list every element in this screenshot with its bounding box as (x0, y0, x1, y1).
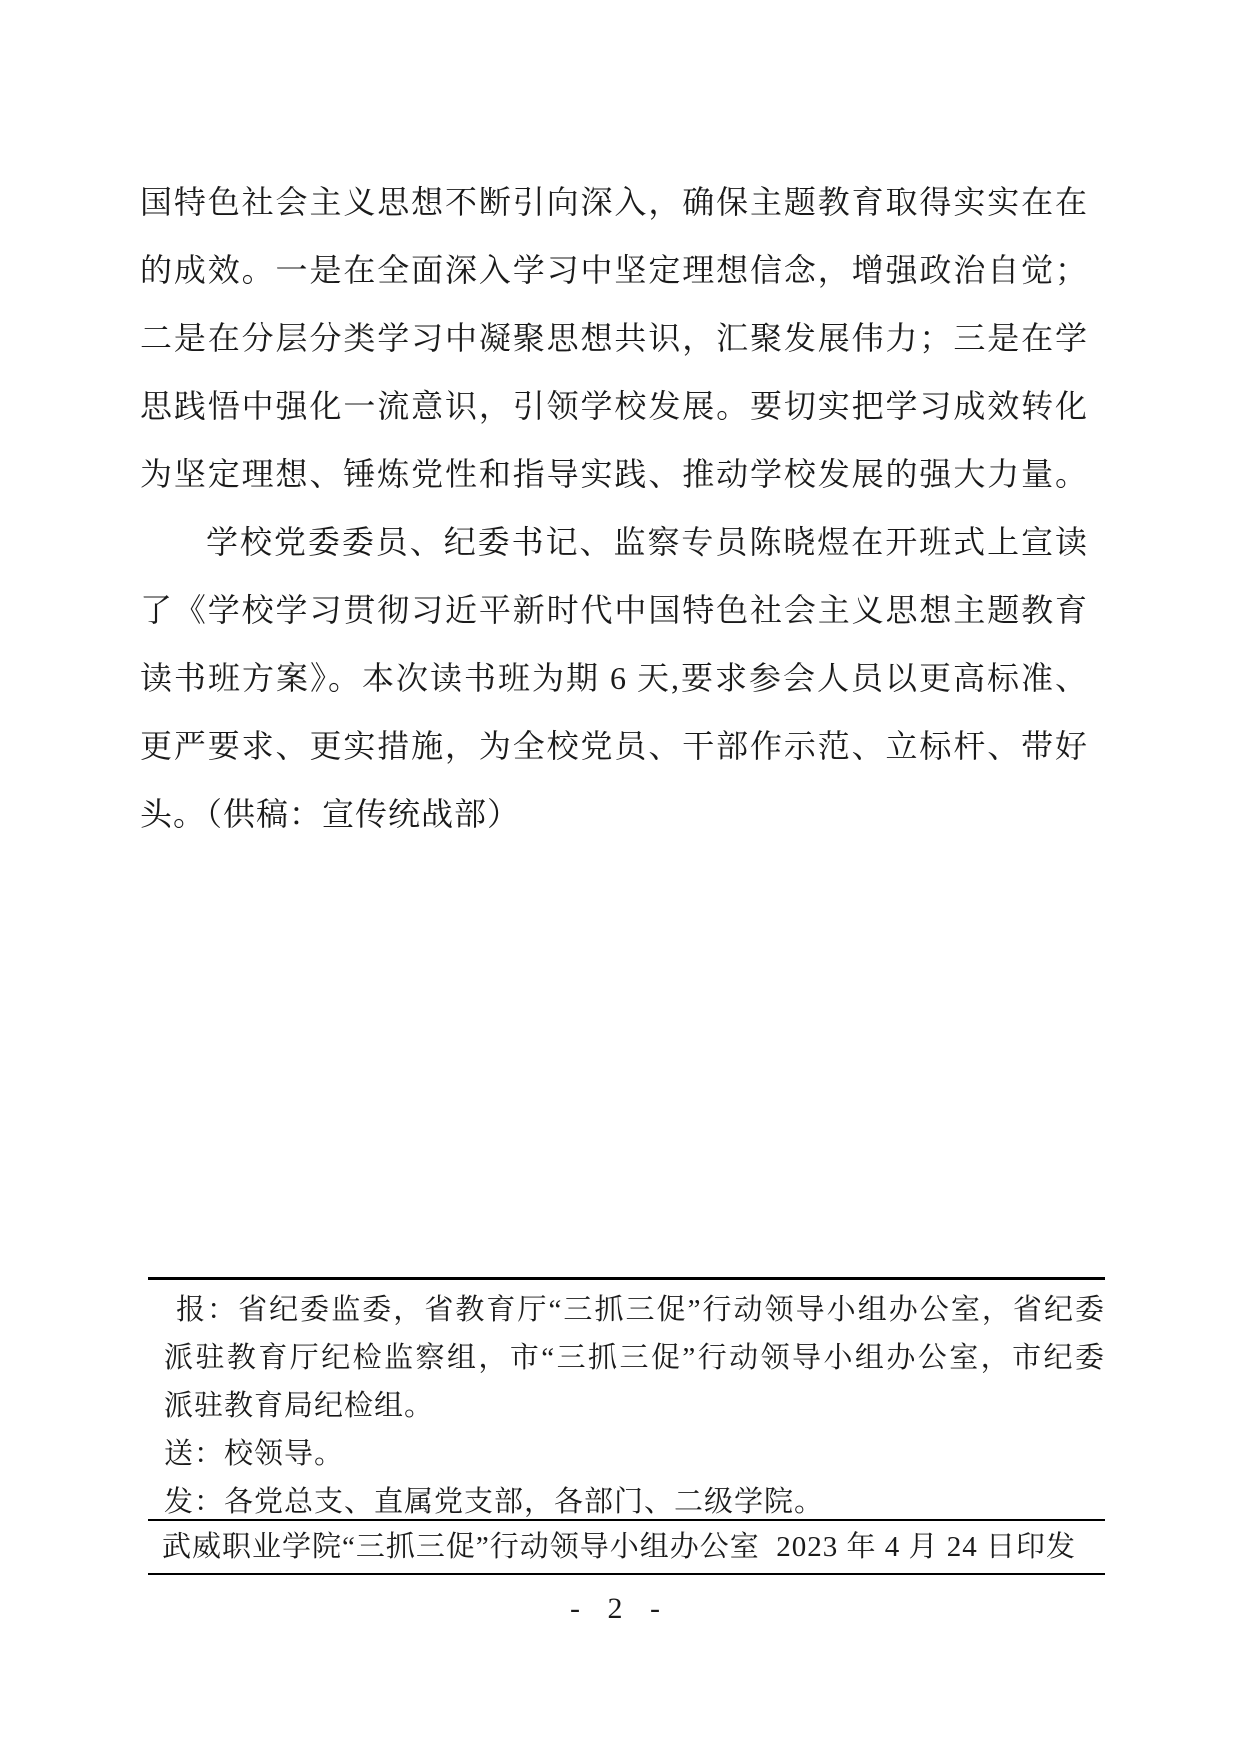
footer-divider-bottom (148, 1573, 1105, 1575)
note-line-distribute: 发：各党总支、直属党支部，各部门、二级学院。 (164, 1486, 825, 1518)
note-line-report-continued: 派驻教育厅纪检监察组，市“三抓三促”行动领导小组办公室，市纪委 (164, 1342, 1105, 1374)
page-number: - 2 - (570, 1592, 670, 1625)
body-line-paragraph-start: 学校党委委员、纪委书记、监察专员陈晓煜在开班式上宣读 (206, 524, 1088, 560)
body-line: 的成效。一是在全面深入学习中坚定理想信念，增强政治自觉； (140, 252, 1088, 288)
body-line: 读书班方案》。本次读书班为期 6 天,要求参会人员以更高标准、 (140, 660, 1088, 696)
note-line-report: 报：省纪委监委，省教育厅“三抓三促”行动领导小组办公室，省纪委 (176, 1294, 1105, 1326)
body-line: 了《学校学习贯彻习近平新时代中国特色社会主义思想主题教育 (140, 592, 1088, 628)
body-line-paragraph-end: 头。（供稿：宣传统战部） (140, 796, 521, 832)
issuer-line: 武威职业学院“三抓三促”行动领导小组办公室 2023 年 4 月 24 日印发 (162, 1531, 1076, 1563)
body-line: 更严要求、更实措施，为全校党员、干部作示范、立标杆、带好 (140, 728, 1088, 764)
body-line: 为坚定理想、锤炼党性和指导实践、推动学校发展的强大力量。 (140, 456, 1088, 492)
body-line: 二是在分层分类学习中凝聚思想共识，汇聚发展伟力；三是在学 (140, 320, 1088, 356)
footer-divider-top (148, 1277, 1105, 1280)
body-line: 思践悟中强化一流意识，引领学校发展。要切实把学习成效转化 (140, 388, 1088, 424)
document-body (140, 168, 1088, 848)
distribution-notes (148, 1286, 1105, 1526)
note-line-send: 送：校领导。 (164, 1438, 345, 1470)
note-line-report-continued: 派驻教育局纪检组。 (164, 1390, 435, 1422)
body-line: 国特色社会主义思想不断引向深入，确保主题教育取得实实在在 (140, 184, 1088, 220)
